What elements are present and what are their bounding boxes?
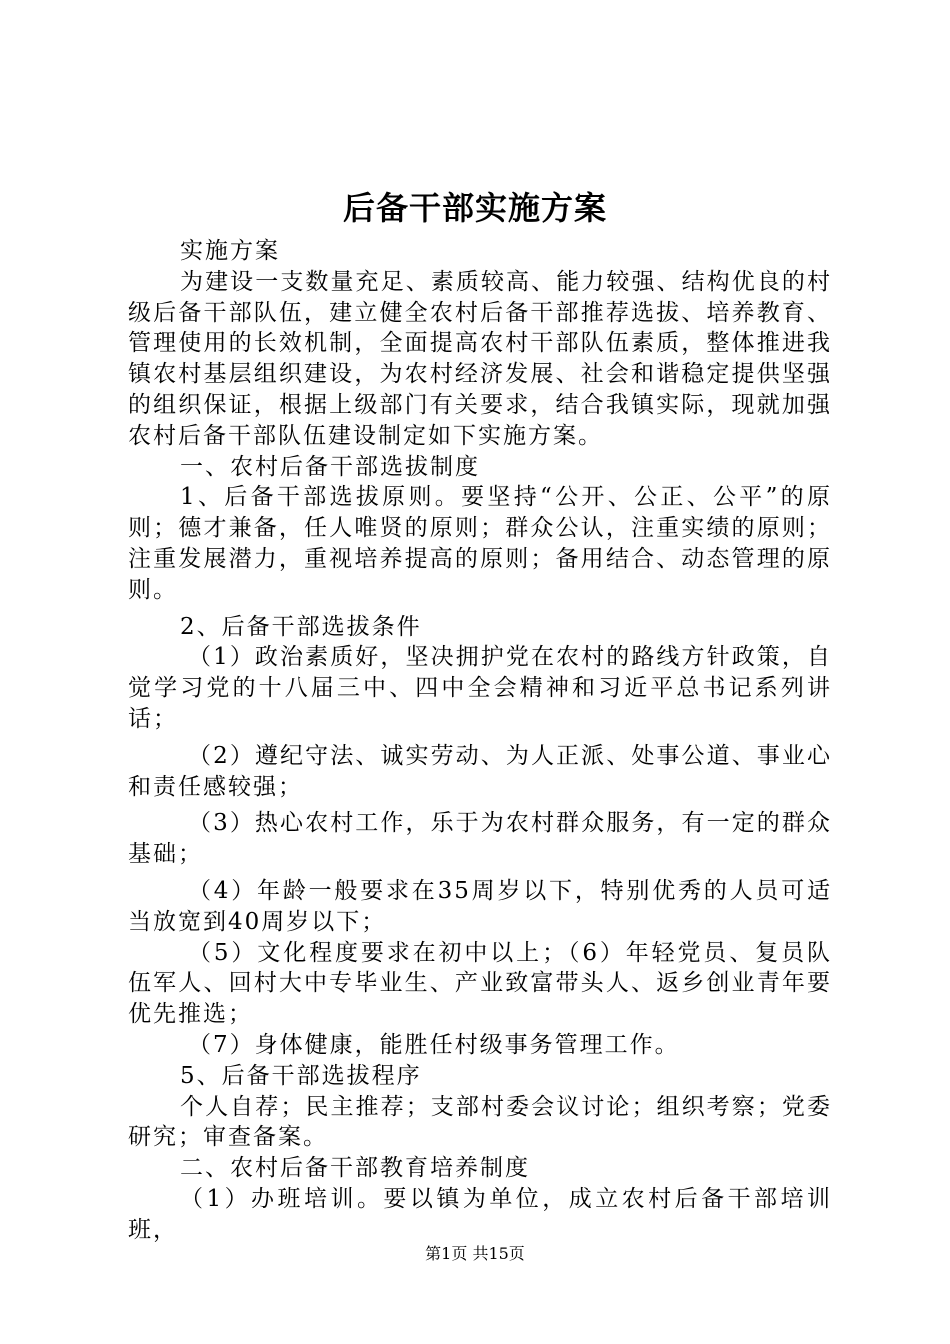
paragraph-selection-principle: 1、后备干部选拔原则。要坚持“公开、公正、公平”的原则；德才兼备，任人唯贤的原则；群众公认，注重实绩的原则；注重发展潜力，重视培养提高的原则；备用结合、动态管理的原则。 xyxy=(128,484,832,603)
paragraph-intro: 为建设一支数量充足、素质较高、能力较强、结构优良的村级后备干部队伍，建立健全农村后备干部推荐选拔、培养教育、管理使用的长效机制，全面提高农村干部队伍素质，整体推进我镇农村基层组织建设，为农村经济发展、社会和谐稳定提供坚强的组织保证，根据上级部门有关要求，结合我镇实际，现就加强农村后备干部队伍建设制定如下实施方案。 xyxy=(128,268,832,449)
condition-item-1: （1）政治素质好，坚决拥护党在农村的路线方针政策，自觉学习党的十八届三中、四中全会精神和习近平总书记系列讲话； xyxy=(128,644,832,732)
condition-item-5-6: （5）文化程度要求在初中以上；（6）年轻党员、复员队伍军人、回村大中专毕业生、产业致富带头人、返乡创业青年要优先推选； xyxy=(128,939,832,1028)
paragraph-selection-procedure: 5、后备干部选拔程序 xyxy=(180,1062,422,1089)
paragraph-training: （1）办班培训。要以镇为单位，成立农村后备干部培训班， xyxy=(128,1185,832,1243)
document-title: 后备干部实施方案 xyxy=(342,189,607,227)
condition-item-7: （7）身体健康，能胜任村级事务管理工作。 xyxy=(188,1031,680,1058)
section-heading-2: 二、农村后备干部教育培养制度 xyxy=(180,1155,530,1182)
condition-item-3: （3）热心农村工作，乐于为农村群众服务，有一定的群众基础； xyxy=(128,810,832,868)
condition-item-4: （4）年龄一般要求在35周岁以下，特别优秀的人员可适当放宽到40周岁以下； xyxy=(128,877,832,935)
paragraph-selection-conditions: 2、后备干部选拔条件 xyxy=(180,613,422,640)
page-number-footer: 第1页 共15页 xyxy=(425,1244,525,1263)
paragraph-heading: 实施方案 xyxy=(180,238,280,264)
condition-item-2: （2）遵纪守法、诚实劳动、为人正派、处事公道、事业心和责任感较强； xyxy=(128,742,832,800)
paragraph-procedure-steps: 个人自荐；民主推荐；支部村委会议讨论；组织考察；党委研究；审查备案。 xyxy=(128,1093,832,1151)
section-heading-1: 一、农村后备干部选拔制度 xyxy=(180,453,480,480)
document-body xyxy=(128,236,832,1246)
